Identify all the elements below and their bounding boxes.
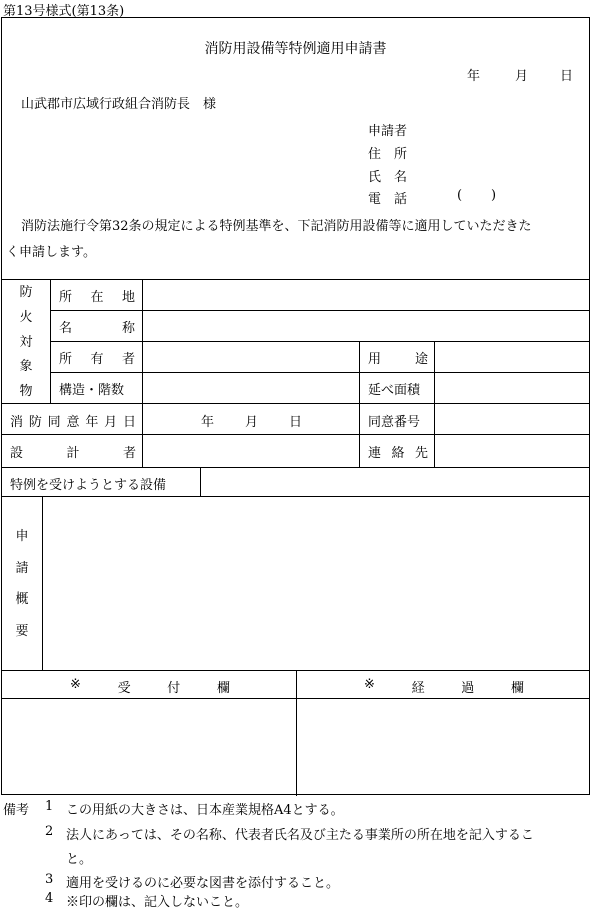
fire-target-char: 対 [19, 334, 33, 350]
phone-paren-open: ( [457, 188, 463, 203]
rule [50, 310, 589, 311]
date-day: 日 [560, 69, 574, 84]
rule [2, 279, 589, 280]
rule [2, 403, 589, 404]
summary-char: 申 [15, 529, 29, 544]
fire-target-char: 火 [19, 309, 33, 325]
progress-column-header: ※ 経 過 欄 [364, 677, 524, 696]
fire-target-label [2, 286, 50, 398]
owner-label: 所 有 者 [59, 352, 135, 367]
structure-floors-label: 構造・階数 [59, 383, 125, 398]
name-label: 名 称 [59, 321, 135, 336]
date-year: 年 [467, 69, 481, 84]
note-number: 2 [45, 824, 54, 839]
summary-char: 要 [15, 623, 29, 639]
form-title: 消防用設備等特例適用申請書 [204, 41, 387, 57]
rule [50, 341, 589, 342]
date-month: 月 [515, 69, 529, 84]
location-label: 所 在 地 [59, 290, 135, 305]
applicant-address-label: 住 所 [368, 147, 408, 162]
statement-line-2: く申請します。 [6, 245, 96, 260]
fire-target-char: 物 [19, 384, 33, 399]
fire-target-char: 防 [19, 285, 33, 300]
special-equipment-label: 特例を受けようとする設備 [10, 478, 167, 493]
form-number-label: 第13号様式(第13条) [3, 4, 125, 19]
note-text: ※印の欄は、記入しないこと。 [66, 895, 249, 910]
note-text-continued: と。 [66, 852, 93, 867]
rule [50, 372, 589, 373]
notes-label: 備考 [3, 803, 30, 818]
fire-target-char: 象 [19, 359, 33, 375]
statement-line-1: 消防法施行令第32条の規定による特例基準を、下記消防用設備等に適用していただきた [21, 219, 532, 234]
note-number: 4 [45, 891, 54, 906]
note-text: 法人にあっては、その名称、代表者氏名及び主たる事業所の所在地を記入するこ [66, 828, 534, 843]
applicant-phone-label: 電 話 [368, 192, 408, 207]
rule [50, 279, 51, 403]
consent-year: 年 [201, 415, 215, 430]
rule [296, 670, 297, 796]
floor-area-label: 延べ面積 [368, 383, 421, 398]
summary-char: 請 [15, 560, 29, 576]
note-text: この用紙の大きさは、日本産業規格A4とする。 [66, 803, 344, 818]
rule [2, 434, 589, 435]
applicant-name-label: 氏 名 [368, 170, 408, 185]
rule [200, 467, 201, 496]
consent-month: 月 [245, 415, 259, 430]
rule [42, 496, 43, 670]
note-text: 適用を受けるのに必要な図書を添付すること。 [66, 876, 340, 891]
rule [359, 341, 360, 467]
note-number: 3 [45, 872, 54, 887]
applicant-heading: 申請者 [368, 124, 408, 139]
consent-day: 日 [289, 415, 303, 430]
contact-label: 連 絡 先 [368, 446, 428, 461]
rule [142, 279, 143, 467]
consent-number-label: 同意番号 [368, 415, 421, 430]
rule [2, 467, 589, 468]
application-summary-label [2, 530, 42, 638]
summary-char: 概 [15, 592, 29, 608]
phone-paren-close: ) [491, 188, 497, 203]
rule [434, 341, 435, 467]
rule [2, 496, 589, 497]
consent-date-label: 消 防 同 意 年 月 日 [10, 415, 136, 430]
designer-label: 設 計 者 [10, 446, 136, 461]
application-form [1, 17, 590, 795]
addressee: 山武郡市広域行政組合消防長 様 [21, 97, 217, 112]
note-number: 1 [45, 799, 54, 814]
reception-column-header: ※ 受 付 欄 [70, 677, 230, 696]
use-label: 用 途 [368, 352, 428, 367]
